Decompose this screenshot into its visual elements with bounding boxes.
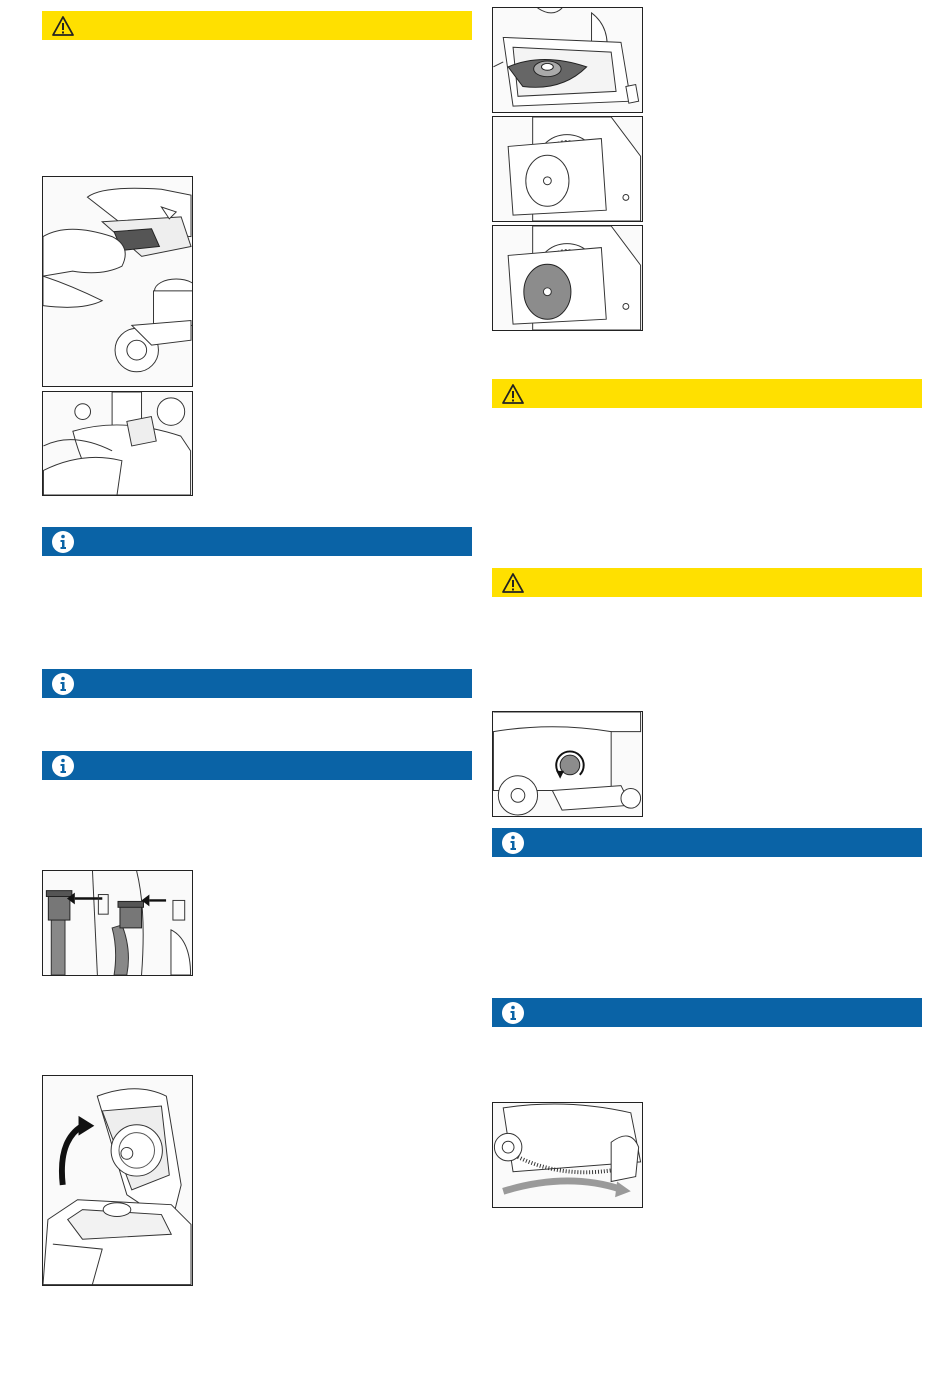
info-icon: [51, 754, 75, 778]
info-notice-bar: [42, 751, 472, 780]
info-notice-bar: [42, 527, 472, 556]
figure-filter-white: [492, 116, 643, 222]
warning-notice-bar: [492, 379, 922, 408]
figure-brush-wheel: [492, 1102, 643, 1208]
info-notice-bar: [42, 669, 472, 698]
info-icon: [51, 672, 75, 696]
figure-hose-bracket-detail: [42, 391, 193, 496]
info-icon: [501, 1001, 525, 1025]
figure-rotate-knob: [492, 711, 643, 817]
info-icon: [51, 530, 75, 554]
warning-triangle-icon: [51, 14, 75, 38]
info-notice-bar: [492, 828, 922, 857]
warning-notice-bar: [42, 11, 472, 40]
warning-triangle-icon: [501, 571, 525, 595]
warning-notice-bar: [492, 568, 922, 597]
figure-pedal-hand: [42, 176, 193, 387]
figure-tank-float: [492, 7, 643, 113]
warning-triangle-icon: [501, 382, 525, 406]
figure-lid-open-arrow: [42, 1075, 193, 1286]
figure-filter-gray: [492, 225, 643, 331]
figure-hoses-arrows: [42, 870, 193, 976]
info-icon: [501, 831, 525, 855]
info-notice-bar: [492, 998, 922, 1027]
